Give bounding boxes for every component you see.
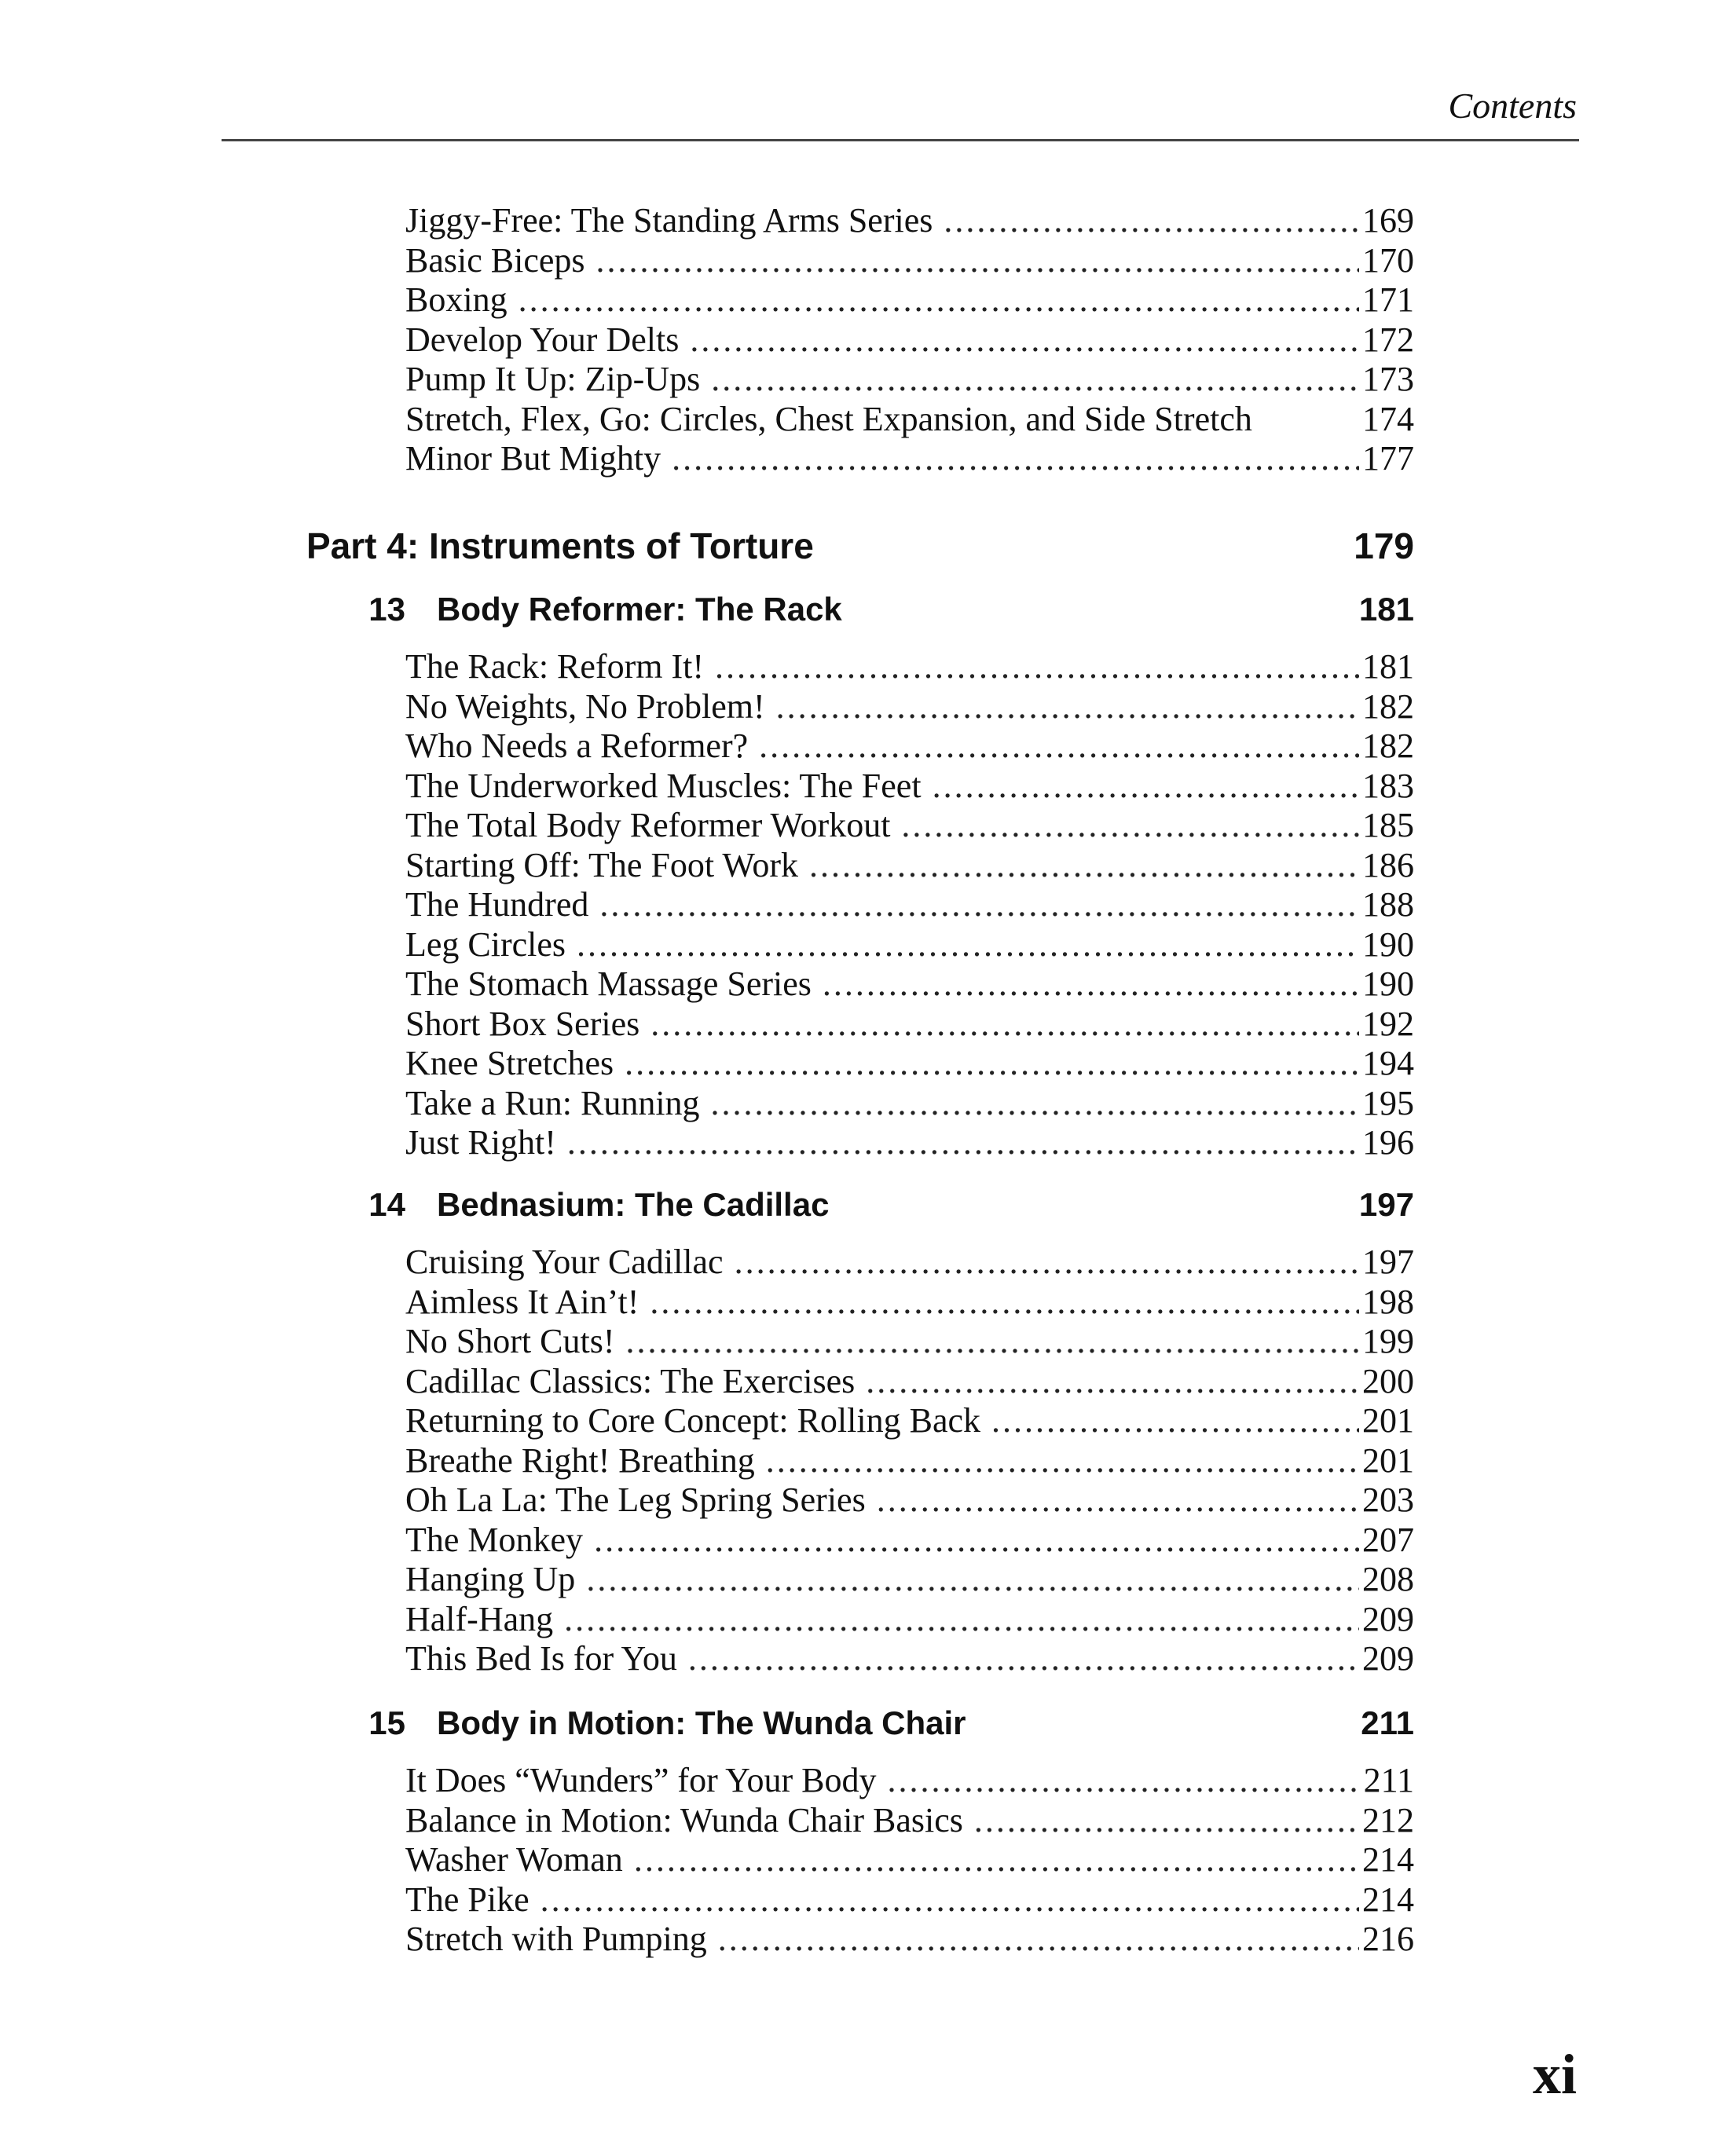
toc-entry xyxy=(405,1044,1414,1083)
toc-entry-title: Pump It Up: Zip-Ups xyxy=(405,360,701,398)
dot-leader xyxy=(887,1761,1360,1800)
page-number: xi xyxy=(1532,2043,1577,2106)
dot-leader xyxy=(866,1362,1359,1401)
dot-leader xyxy=(567,1123,1359,1162)
chapter-title: Body Reformer: The Rack xyxy=(437,591,842,628)
toc-entry-page: 173 xyxy=(1362,360,1414,398)
toc-entry-title: Boxing xyxy=(405,280,508,319)
toc-entry-title: Stretch, Flex, Go: Circles, Chest Expansion, and Side Stretch xyxy=(405,399,1252,438)
toc-entry-title: It Does “Wunders” for Your Body xyxy=(405,1761,877,1799)
toc-entry-page: 211 xyxy=(1363,1761,1414,1799)
toc-entry-title: Develop Your Delts xyxy=(405,320,680,359)
dot-leader xyxy=(625,1322,1359,1361)
toc-entry-page: 201 xyxy=(1362,1440,1414,1480)
toc-entry xyxy=(405,1322,1414,1361)
dot-leader xyxy=(823,965,1359,1004)
dot-leader xyxy=(711,1084,1359,1123)
toc-entry xyxy=(405,1840,1414,1880)
part-title: Part 4: Instruments of Torture xyxy=(306,525,814,566)
toc-entry xyxy=(405,1481,1414,1520)
dot-leader xyxy=(541,1880,1359,1920)
dot-leader xyxy=(599,885,1359,924)
dot-leader xyxy=(991,1401,1359,1440)
toc-entry xyxy=(405,1401,1414,1440)
toc-entry xyxy=(405,201,1414,240)
toc-entry-title: Breathe Right! Breathing xyxy=(405,1440,755,1480)
chapter-heading xyxy=(330,1704,1414,1742)
toc-entry xyxy=(405,885,1414,924)
toc-entry-page: 198 xyxy=(1362,1282,1414,1321)
toc-entry-page: 183 xyxy=(1362,766,1414,805)
toc-entry-page: 199 xyxy=(1362,1322,1414,1360)
toc-entry-page: 182 xyxy=(1362,686,1414,726)
dot-leader xyxy=(933,767,1359,806)
toc-entry-title: The Rack: Reform It! xyxy=(405,647,704,686)
toc-entry-title: Leg Circles xyxy=(405,924,566,964)
toc-entry-page: 186 xyxy=(1362,845,1414,884)
toc-entry-page: 192 xyxy=(1362,1004,1414,1043)
dot-leader xyxy=(766,1441,1359,1481)
toc-entry-title: Short Box Series xyxy=(405,1004,640,1043)
toc-entry-page: 203 xyxy=(1362,1481,1414,1519)
toc-entry-title: The Monkey xyxy=(405,1520,584,1559)
header-rule xyxy=(222,139,1579,141)
chapter-page: 211 xyxy=(1361,1704,1414,1741)
dot-leader xyxy=(776,687,1359,727)
toc-entry-title: Who Needs a Reformer? xyxy=(405,727,749,765)
toc-entry xyxy=(405,806,1414,845)
dot-leader xyxy=(944,201,1359,240)
toc-entry-title: Minor But Mighty xyxy=(405,439,661,478)
toc-entry-title: Aimless It Ain’t! xyxy=(405,1282,639,1321)
toc-entry xyxy=(405,400,1414,439)
chapter-title: Bednasium: The Cadillac xyxy=(437,1186,830,1223)
toc-entry xyxy=(405,320,1414,360)
toc-entry-title: Just Right! xyxy=(405,1123,556,1162)
toc-entry-page: 177 xyxy=(1362,439,1414,478)
toc-entry-page: 214 xyxy=(1362,1840,1414,1879)
chapter-page: 181 xyxy=(1358,591,1414,628)
toc-entry-title: Returning to Core Concept: Rolling Back xyxy=(405,1401,981,1440)
toc-entry-page: 174 xyxy=(1362,399,1414,438)
toc-entry xyxy=(405,280,1414,320)
toc-entry-page: 214 xyxy=(1362,1880,1414,1919)
dot-leader xyxy=(634,1840,1359,1880)
toc-entry xyxy=(405,439,1414,478)
toc-entry-title: No Short Cuts! xyxy=(405,1322,615,1360)
toc-entry xyxy=(405,1521,1414,1560)
dot-leader xyxy=(735,1243,1359,1282)
toc-entry xyxy=(405,1243,1414,1282)
toc-entry xyxy=(405,1639,1414,1678)
dot-leader xyxy=(650,1005,1359,1044)
dot-leader xyxy=(564,1600,1359,1639)
toc-entry-page: 207 xyxy=(1362,1520,1414,1559)
toc-entry-title: Oh La La: The Leg Spring Series xyxy=(405,1481,866,1519)
dot-leader xyxy=(519,280,1359,320)
part-page: 179 xyxy=(1354,525,1414,566)
dot-leader xyxy=(625,1044,1359,1083)
toc-entry-title: No Weights, No Problem! xyxy=(405,686,765,726)
dot-leader xyxy=(974,1801,1359,1840)
toc-entry xyxy=(405,1920,1414,1959)
toc-entry xyxy=(405,1761,1414,1800)
toc-entry-page: 200 xyxy=(1362,1361,1414,1400)
toc-entry-page: 197 xyxy=(1362,1243,1414,1281)
toc-entry xyxy=(405,1005,1414,1044)
toc-entry xyxy=(405,1283,1414,1322)
toc-entry-title: The Underworked Muscles: The Feet xyxy=(405,766,922,805)
toc-entry-title: Cadillac Classics: The Exercises xyxy=(405,1361,856,1400)
chapter-title: Body in Motion: The Wunda Chair xyxy=(437,1704,966,1741)
toc-entry-page: 190 xyxy=(1362,924,1414,964)
toc-entry-title: The Total Body Reformer Workout xyxy=(405,806,891,844)
dot-leader xyxy=(690,320,1359,360)
toc-entry xyxy=(405,767,1414,806)
dot-leader xyxy=(586,1560,1359,1599)
dot-leader xyxy=(901,806,1359,845)
toc-entry-page: 190 xyxy=(1362,965,1414,1003)
chapter-number: 15 xyxy=(368,1704,405,1741)
toc-entry-title: Take a Run: Running xyxy=(405,1083,700,1122)
toc-entry-page: 209 xyxy=(1362,1639,1414,1678)
toc-entry-title: Knee Stretches xyxy=(405,1044,614,1082)
toc-entry-title: Starting Off: The Foot Work xyxy=(405,845,799,884)
toc-entry xyxy=(405,1880,1414,1920)
chapter-heading xyxy=(330,1186,1414,1224)
toc-entry xyxy=(405,647,1414,686)
toc-entry xyxy=(405,1123,1414,1162)
dot-leader xyxy=(715,647,1359,686)
toc-entry xyxy=(405,1441,1414,1481)
toc-entry xyxy=(405,727,1414,766)
part-heading xyxy=(306,525,1414,567)
toc-entry-title: Jiggy-Free: The Standing Arms Series xyxy=(405,201,933,240)
toc-entry-title: The Stomach Massage Series xyxy=(405,965,812,1003)
dot-leader xyxy=(759,727,1359,766)
toc-entry-page: 212 xyxy=(1362,1800,1414,1839)
running-header-title: Contents xyxy=(1448,86,1577,126)
toc-entry-title: The Pike xyxy=(405,1880,530,1919)
toc-entry-title: Basic Biceps xyxy=(405,240,585,280)
toc-entry-page: 181 xyxy=(1362,647,1414,686)
toc-entry-title: Cruising Your Cadillac xyxy=(405,1243,724,1281)
toc-entry-title: Hanging Up xyxy=(405,1560,576,1598)
toc-entry xyxy=(405,241,1414,280)
toc-entry xyxy=(405,687,1414,727)
toc-entry-page: 185 xyxy=(1362,806,1414,844)
dot-leader xyxy=(672,439,1359,478)
toc-entry xyxy=(405,1560,1414,1599)
toc-entry-page: 196 xyxy=(1362,1123,1414,1162)
toc-entry-title: This Bed Is for You xyxy=(405,1639,677,1678)
toc-entry-title: The Hundred xyxy=(405,885,589,924)
chapter-page: 197 xyxy=(1358,1186,1414,1223)
toc-entry-page: 170 xyxy=(1362,240,1414,280)
chapter-number: 13 xyxy=(368,591,405,628)
toc-entry-title: Stretch with Pumping xyxy=(405,1920,707,1958)
toc-entry xyxy=(405,1084,1414,1123)
toc-entry xyxy=(405,965,1414,1004)
dot-leader xyxy=(809,846,1359,885)
dot-leader xyxy=(877,1481,1359,1520)
toc-entry xyxy=(405,1600,1414,1639)
dot-leader xyxy=(688,1639,1359,1678)
toc-entry-title: Half-Hang xyxy=(405,1599,554,1638)
toc-entry xyxy=(405,925,1414,965)
toc-entry-page: 201 xyxy=(1362,1401,1414,1440)
toc-entry-page: 188 xyxy=(1362,885,1414,924)
toc-entry-page: 194 xyxy=(1362,1044,1414,1082)
toc-entry xyxy=(405,846,1414,885)
toc-entry xyxy=(405,1362,1414,1401)
dot-leader xyxy=(577,925,1359,965)
toc-entry-page: 171 xyxy=(1362,280,1414,319)
toc-entry-page: 169 xyxy=(1362,201,1414,240)
toc-entry-page: 172 xyxy=(1362,320,1414,359)
dot-leader xyxy=(596,241,1359,280)
toc-entry xyxy=(405,1801,1414,1840)
toc-entry-title: Washer Woman xyxy=(405,1840,623,1879)
toc-entry-page: 216 xyxy=(1362,1920,1414,1958)
toc-entry-page: 182 xyxy=(1362,727,1414,765)
toc-entry-title: Balance in Motion: Wunda Chair Basics xyxy=(405,1800,963,1839)
dot-leader xyxy=(711,360,1359,399)
toc-entry-page: 208 xyxy=(1362,1560,1414,1598)
toc-entry-page: 209 xyxy=(1362,1599,1414,1638)
toc-entry-page: 195 xyxy=(1362,1083,1414,1122)
chapter-number: 14 xyxy=(368,1186,405,1223)
chapter-heading xyxy=(330,591,1414,628)
dot-leader xyxy=(594,1521,1359,1560)
dot-leader xyxy=(718,1920,1359,1959)
toc-entry xyxy=(405,360,1414,399)
dot-leader xyxy=(650,1283,1359,1322)
